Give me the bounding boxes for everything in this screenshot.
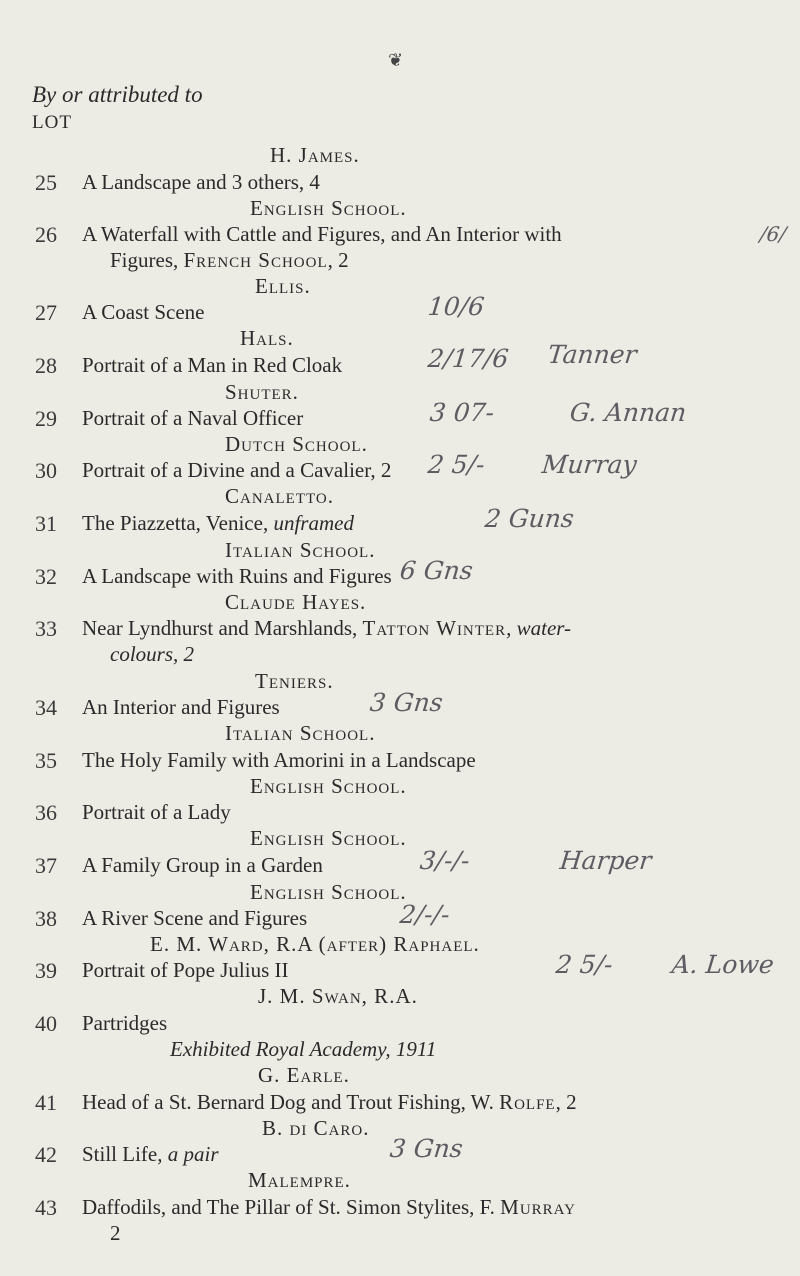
artist-line <box>0 721 800 749</box>
lot-number: 29 <box>35 406 57 431</box>
lot-note: Exhibited Royal Academy, 1911 <box>170 1037 437 1061</box>
handwritten-annotation: 2 Guns <box>483 504 576 533</box>
lot-number: 40 <box>35 1011 57 1036</box>
handwritten-annotation: /6/ <box>758 222 788 246</box>
title-note: unframed <box>273 511 354 535</box>
artist-line <box>0 590 800 618</box>
lot-row <box>0 458 800 486</box>
lot-title: An Interior and Figures <box>82 695 280 719</box>
title-note: , water- <box>506 616 572 640</box>
artist-name: English School. <box>250 196 407 220</box>
artist-line <box>0 484 800 512</box>
artist-line <box>0 1063 800 1091</box>
title-note: a pair <box>167 1142 219 1166</box>
lot-row-continuation <box>0 1221 800 1249</box>
handwritten-annotation: 3 07- <box>428 398 496 427</box>
title-text: , 2 <box>327 248 349 272</box>
lot-row <box>0 353 800 381</box>
artist-name: B. di Caro. <box>262 1116 370 1140</box>
lot-title <box>82 511 354 536</box>
handwritten-annotation: 2 5/- <box>426 450 487 479</box>
lot-row <box>0 800 800 828</box>
lot-title: A Family Group in a Garden <box>82 853 323 877</box>
lot-title: A River Scene and Figures <box>82 906 308 930</box>
artist-line <box>0 774 800 802</box>
title-text: Head of a St. Bernard Dog and Trout Fishing, W. <box>82 1090 500 1114</box>
lot-row <box>0 1090 800 1118</box>
page-header: By or attributed to <box>32 82 203 107</box>
lot-row <box>0 853 800 881</box>
artist-line <box>0 274 800 302</box>
artist-name: Teniers. <box>255 669 334 693</box>
lot-number: 32 <box>35 564 57 589</box>
lot-title: Portrait of Pope Julius II <box>82 958 289 982</box>
artist-line <box>0 196 800 224</box>
artist-name: Hals. <box>240 326 294 350</box>
artist-name: G. Earle. <box>258 1063 350 1087</box>
handwritten-annotation: 10/6 <box>426 292 486 321</box>
lot-title: The Holy Family with Amorini in a Landscape <box>82 748 476 772</box>
artist-line <box>0 826 800 854</box>
artist-line <box>0 984 800 1012</box>
handwritten-annotation: Murray <box>540 450 639 479</box>
title-text: Daffodils, and The Pillar of St. Simon Stylites, F. <box>82 1195 501 1219</box>
artist-name: H. James. <box>270 143 360 167</box>
artist-name: Malempre. <box>248 1168 351 1192</box>
lot-row <box>0 1011 800 1039</box>
lot-title-continuation: colours, 2 <box>110 642 194 666</box>
lot-title: A Landscape and 3 others, 4 <box>82 170 320 194</box>
lot-row <box>0 300 800 328</box>
lot-row <box>0 616 800 644</box>
lot-number: 38 <box>35 906 57 931</box>
lot-title: Portrait of a Divine and a Cavalier, 2 <box>82 458 392 482</box>
artist-name: English School. <box>250 774 407 798</box>
lot-column-label: LOT <box>32 112 72 133</box>
ornament-mark: ❦ <box>388 50 404 70</box>
lot-row <box>0 748 800 776</box>
lot-title <box>82 1195 576 1220</box>
handwritten-annotation: 2/17/6 <box>426 344 510 373</box>
lot-number: 33 <box>35 616 57 641</box>
lot-number: 39 <box>35 958 57 983</box>
lot-number: 28 <box>35 353 57 378</box>
lot-number: 25 <box>35 170 57 195</box>
lot-row-note <box>0 1037 800 1065</box>
lot-number: 36 <box>35 800 57 825</box>
artist-name: Claude Hayes. <box>225 590 367 614</box>
artist-inline: Rolfe <box>499 1090 556 1114</box>
handwritten-annotation: 3 Gns <box>368 688 445 717</box>
lot-title: Portrait of a Man in Red Cloak <box>82 353 343 377</box>
artist-name: Dutch School. <box>225 432 368 456</box>
artist-inline: Murray <box>500 1195 576 1219</box>
lot-number: 43 <box>35 1195 57 1220</box>
title-text: The Piazzetta, Venice, <box>82 511 274 535</box>
handwritten-annotation: 6 Gns <box>398 556 475 585</box>
handwritten-annotation: 2 5/- <box>554 950 615 979</box>
artist-line <box>0 880 800 908</box>
lot-number: 42 <box>35 1142 57 1167</box>
lot-number: 34 <box>35 695 57 720</box>
artist-name: English School. <box>250 826 407 850</box>
lot-title <box>82 1142 219 1167</box>
artist-line <box>0 326 800 354</box>
lot-title: A Landscape with Ruins and Figures <box>82 564 392 588</box>
lot-number: 35 <box>35 748 57 773</box>
lot-row-continuation <box>0 642 800 670</box>
artist-inline: Tatton Winter <box>362 616 507 640</box>
lot-title: Partridges <box>82 1011 168 1035</box>
lot-number: 27 <box>35 300 57 325</box>
artist-name: English School. <box>250 880 407 904</box>
lot-row <box>0 1195 800 1223</box>
handwritten-annotation: G. Annan <box>568 398 688 427</box>
artist-name: Ellis. <box>255 274 311 298</box>
title-text: , 2 <box>555 1090 577 1114</box>
lot-title-continuation <box>110 248 349 273</box>
lot-row <box>0 170 800 198</box>
lot-number: 26 <box>35 222 57 247</box>
title-text: Still Life, <box>82 1142 168 1166</box>
artist-line <box>0 1168 800 1196</box>
title-text: Near Lyndhurst and Marshlands, <box>82 616 363 640</box>
handwritten-annotation: A. Lowe <box>670 950 776 979</box>
handwritten-annotation: Harper <box>558 846 653 875</box>
artist-name: E. M. Ward, R.A (after) Raphael. <box>150 932 480 956</box>
artist-name: Italian School. <box>225 721 376 745</box>
lot-title-continuation: 2 <box>110 1221 121 1245</box>
lot-title: Portrait of a Lady <box>82 800 231 824</box>
lot-number: 41 <box>35 1090 57 1115</box>
artist-name: J. M. Swan, R.A. <box>258 984 418 1008</box>
handwritten-annotation: 3/-/- <box>418 846 472 875</box>
school-name: French School <box>183 248 328 272</box>
lot-number: 30 <box>35 458 57 483</box>
handwritten-annotation: 2/-/- <box>398 900 452 929</box>
artist-line <box>0 432 800 460</box>
lot-row-continuation <box>0 248 800 276</box>
handwritten-annotation: Tanner <box>546 340 639 369</box>
artist-name: Shuter. <box>225 380 299 404</box>
artist-name: Italian School. <box>225 538 376 562</box>
lot-number: 31 <box>35 511 57 536</box>
lot-title: Portrait of a Naval Officer <box>82 406 304 430</box>
artist-name: Canaletto. <box>225 484 334 508</box>
lot-title <box>82 616 571 641</box>
title-text: Figures, <box>110 248 184 272</box>
lot-number: 37 <box>35 853 57 878</box>
lot-row <box>0 511 800 539</box>
lot-title <box>82 1090 577 1115</box>
handwritten-annotation: 3 Gns <box>388 1134 465 1163</box>
artist-line <box>0 143 800 171</box>
lot-title: A Waterfall with Cattle and Figures, and An Interior with <box>82 222 562 246</box>
lot-row <box>0 222 800 250</box>
lot-title: A Coast Scene <box>82 300 205 324</box>
